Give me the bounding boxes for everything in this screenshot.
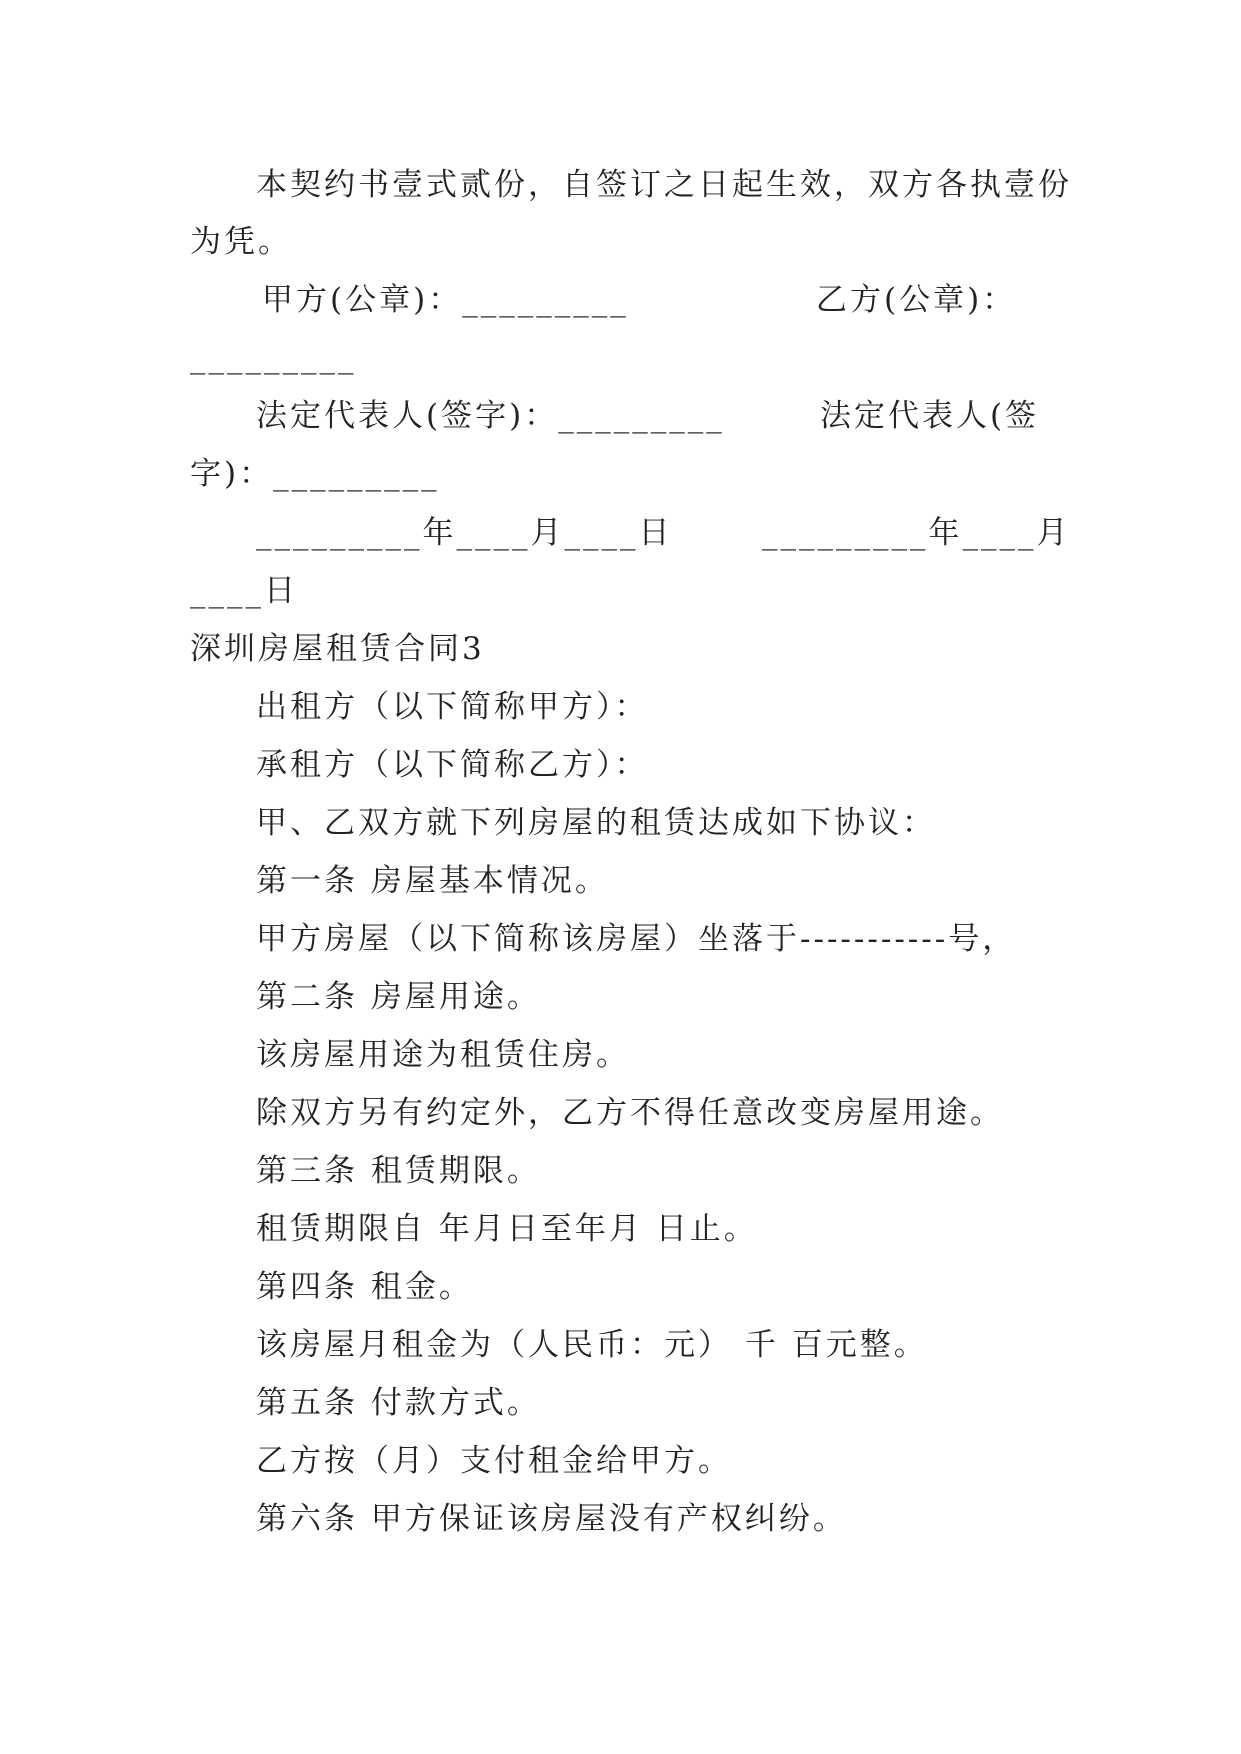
lessee-line: 承租方（以下简称乙方）：: [256, 747, 649, 783]
article-3-title: 第三条 租赁期限。: [256, 1153, 541, 1189]
article-6-title: 第六条 甲方保证该房屋没有产权纠纷。: [256, 1501, 847, 1537]
article-1-body: 甲方房屋（以下简称该房屋）坐落于-----------号，: [256, 921, 1017, 957]
article-5-body: 乙方按（月）支付租金给甲方。: [256, 1443, 732, 1479]
party-a-date: _________年____月____日: [256, 515, 673, 551]
party-b-representative-cont: 字)：_________: [190, 456, 440, 492]
party-b-representative: 法定代表人(签: [820, 398, 1040, 434]
party-b-date: _________年____月: [762, 515, 1071, 551]
party-b-date-cont: ____日: [190, 573, 298, 609]
article-4-body: 该房屋月租金为（人民币：元） 千 百元整。: [256, 1327, 928, 1363]
article-4-title: 第四条 租金。: [256, 1269, 473, 1305]
article-5-title: 第五条 付款方式。: [256, 1385, 541, 1421]
party-b-seal-blank: _________: [190, 339, 357, 375]
lessor-line: 出租方（以下简称甲方）：: [256, 689, 649, 725]
article-2-body: 该房屋用途为租赁住房。: [256, 1037, 630, 1073]
article-2-body-2: 除双方另有约定外，乙方不得任意改变房屋用途。: [256, 1095, 1004, 1131]
section-heading: 深圳房屋租赁合同3: [190, 631, 485, 667]
clause-copies-cont: 为凭。: [190, 224, 292, 260]
party-b-seal: 乙方(公章)：: [816, 282, 1017, 318]
article-3-body: 租赁期限自 年月日至年月 日止。: [256, 1211, 758, 1247]
article-2-title: 第二条 房屋用途。: [256, 979, 541, 1015]
clause-copies: 本契约书壹式贰份，自签订之日起生效，双方各执壹份: [256, 167, 1072, 203]
agreement-intro: 甲、乙双方就下列房屋的租赁达成如下协议：: [256, 805, 936, 841]
party-a-seal: 甲方(公章)：_________: [262, 282, 629, 318]
article-1-title: 第一条 房屋基本情况。: [256, 863, 609, 899]
party-a-representative: 法定代表人(签字)：_________: [256, 398, 725, 434]
